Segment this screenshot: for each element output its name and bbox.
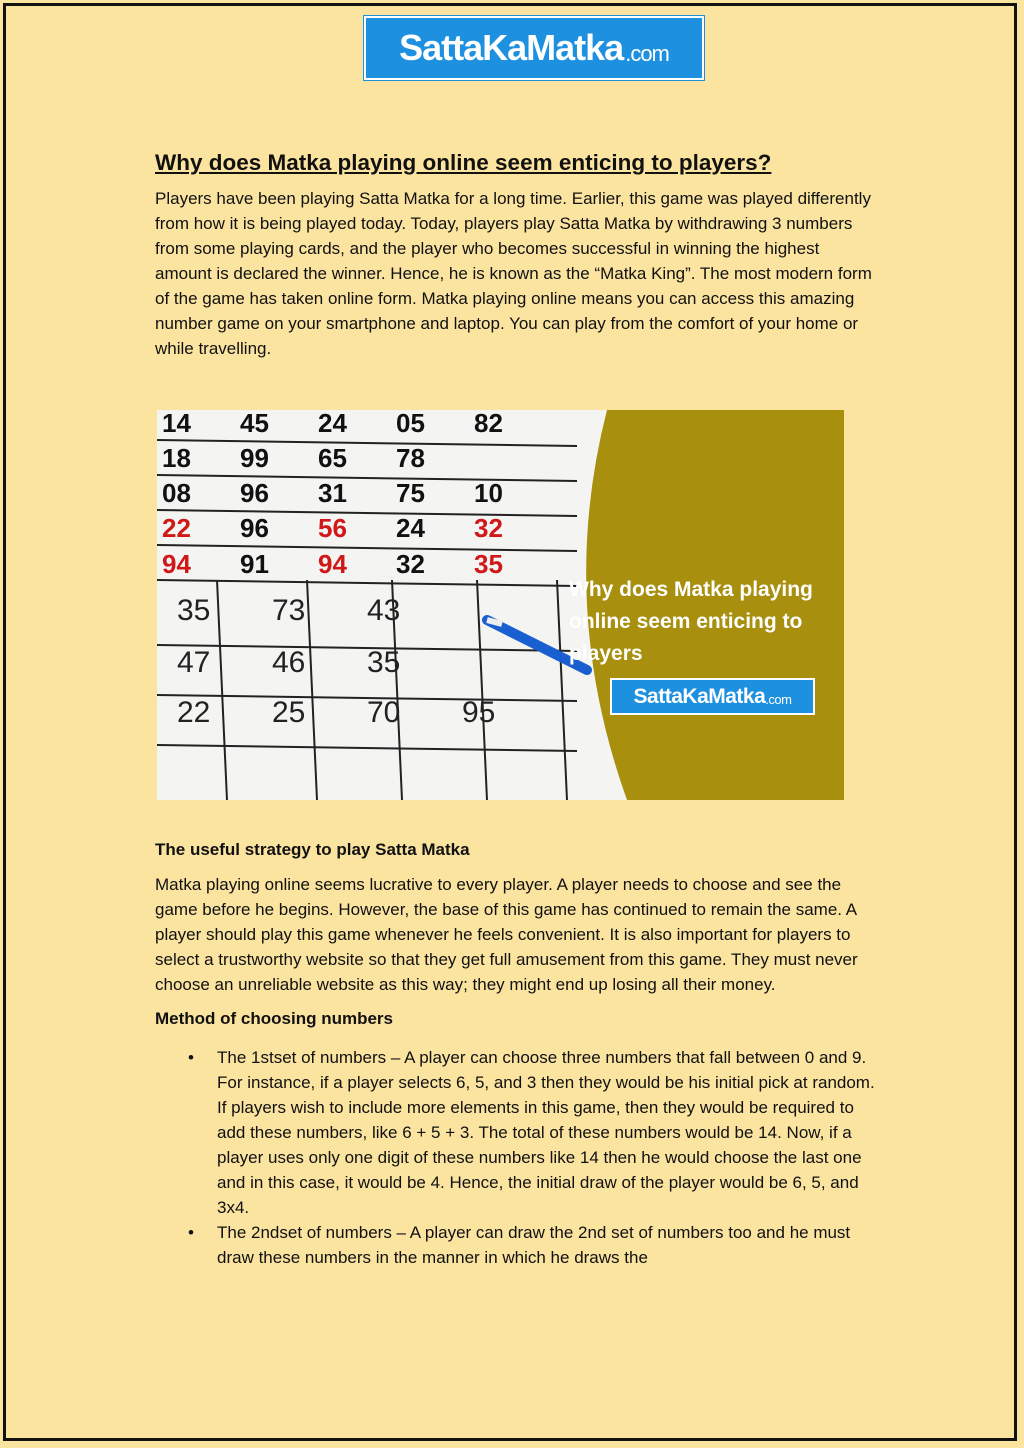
logo-text: SattaKaMatka <box>399 27 624 68</box>
article-body <box>155 838 875 1270</box>
chart-number: 45 <box>240 410 269 438</box>
chart-number: 56 <box>318 513 347 543</box>
list-item <box>188 1045 875 1220</box>
chart-number: 94 <box>318 549 347 579</box>
chart-number: 10 <box>474 478 503 508</box>
chart-handwritten-number: 73 <box>272 594 306 627</box>
article-title: Why does Matka playing online seem enticing to players? <box>155 150 772 175</box>
chart-number: 32 <box>396 549 425 579</box>
strategy-heading: The useful strategy to play Satta Matka <box>155 840 470 859</box>
chart-number: 22 <box>162 513 191 543</box>
strategy-paragraph: Matka playing online seems lucrative to every player. A player needs to choose and see the game before he begins. However, the base of this game has continued to remain the same. A player should play this game whenever he feels convenient. It is also important for players to select a trustworthy website so that they get full amusement from this game. They must never choose an unreliable website as this way; they might end up losing all their money. <box>155 875 858 994</box>
chart-handwritten-number: 25 <box>272 696 306 729</box>
method-heading: Method of choosing numbers <box>155 1009 393 1028</box>
chart-number: 75 <box>396 478 425 508</box>
chart-handwritten-number: 70 <box>367 696 401 729</box>
chart-number: 14 <box>162 410 191 438</box>
hero-logo <box>610 678 815 715</box>
chart-handwritten-number: 22 <box>177 696 211 729</box>
chart-handwritten-number: 43 <box>367 594 401 627</box>
hero-logo-text: SattaKaMatka <box>633 684 766 708</box>
chart-handwritten-number: 47 <box>177 646 211 679</box>
chart-number: 91 <box>240 549 269 579</box>
chart-number: 32 <box>474 513 503 543</box>
chart-handwritten-number: 95 <box>462 696 496 729</box>
chart-number: 96 <box>240 478 269 508</box>
logo-tld: .com <box>625 41 669 66</box>
chart-number: 96 <box>240 513 269 543</box>
hero-logo-tld: .com <box>765 692 792 707</box>
chart-number: 18 <box>162 443 191 473</box>
chart-number: 82 <box>474 410 503 438</box>
chart-number: 24 <box>318 410 347 438</box>
chart-handwritten-number: 35 <box>177 594 211 627</box>
chart-number: 94 <box>162 549 191 579</box>
chart-number: 99 <box>240 443 269 473</box>
bullet-icon: • <box>188 1223 194 1242</box>
chart-number: 65 <box>318 443 347 473</box>
chart-number: 08 <box>162 478 191 508</box>
intro-paragraph: Players have been playing Satta Matka for a long time. Earlier, this game was played differently from how it is being played today. Today, players play Satta Matka by withdrawing 3 numbers from some playing cards, and the player who becomes successful in winning the highest amount is declared the winner. Hence, he is known as the “Matka King”. The most modern form of the game has taken online form. Matka playing online means you can access this amazing number game on your smartphone and laptop. You can play from the comfort of your home or while travelling. <box>155 189 872 358</box>
chart-handwritten-number: 46 <box>272 646 306 679</box>
hero-headline: Why does Matka playing online seem enticing to players <box>569 578 813 665</box>
chart-number: 05 <box>396 410 425 438</box>
method-list <box>155 1045 875 1270</box>
list-item <box>188 1220 875 1270</box>
article-intro <box>155 148 875 361</box>
chart-number: 24 <box>396 513 425 543</box>
list-item-text: The 2ndset of numbers – A player can draw the 2nd set of numbers too and he must draw these numbers in the manner in which he draws the <box>217 1223 851 1267</box>
bullet-icon: • <box>188 1048 194 1067</box>
chart-number: 35 <box>474 549 503 579</box>
chart-handwritten-number: 35 <box>367 646 401 679</box>
chart-number: 78 <box>396 443 425 473</box>
list-item-text: The 1stset of numbers – A player can choose three numbers that fall between 0 and 9. For instance, if a player selects 6, 5, and 3 then they would be his initial pick at random. If players wish to include more elements in this game, then they would be required to add these numbers, like 6 + 5 + 3. The total of these numbers would be 14. Now, if a player uses only one digit of these numbers like 14 then he would choose the last one and in this case, it would be 4. Hence, the initial draw of the player would be 6, 5, and 3x4. <box>217 1048 875 1217</box>
site-logo[interactable] <box>364 16 704 80</box>
chart-number: 31 <box>318 478 347 508</box>
